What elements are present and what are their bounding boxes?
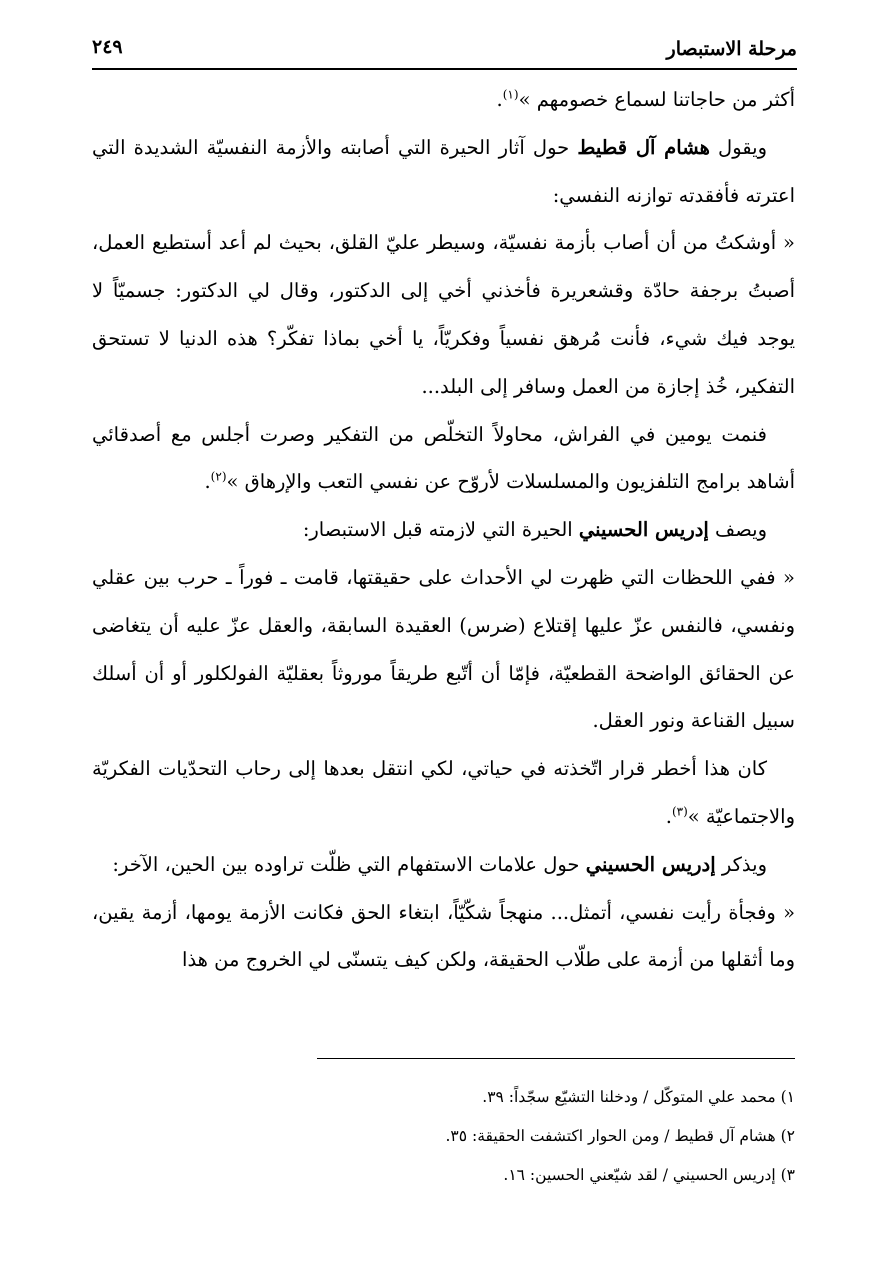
person-name: هشام آل قطيط xyxy=(577,135,710,159)
text-run: « أوشكتُ من أن أصاب بأزمة نفسيّة، وسيطر عليّ القلق، بحيث لم أعد أستطيع العمل، أصبتُ برجفة حادّة وقشعريرة فأخذني أخي إلى الدكتور، وقال لي الدكتور: جسميّاً لا يوجد فيك شيء، فأنت مُرهق نفسياً وفكريّاً، يا أخي بماذا تفكّر؟ هذه الدنيا لا تستحق التفكير، خُذ إجازة من العمل وسافر إلى البلد... xyxy=(92,231,795,398)
paragraph xyxy=(92,411,795,507)
footnote: ١) محمد علي المتوكّل / ودخلنا التشيّع سجّداً: ٣٩. xyxy=(482,1088,795,1106)
text-run: ويقول xyxy=(709,135,767,159)
paragraph xyxy=(92,506,795,554)
footnote-marker: (٣) xyxy=(671,804,688,819)
text-run: « وفجأة رأيت نفسي، أتمثل... منهجاً شكّيّاً، ابتغاء الحق فكانت الأزمة يومها، أزمة يقين، وما أثقلها من أزمة على طلّاب الحقيقة، ولكن كيف يتسنّى لي الخروج من هذا xyxy=(92,900,795,972)
footnote: ٣) إدريس الحسيني / لقد شيّعني الحسين: ١٦. xyxy=(503,1166,795,1184)
footnote-divider xyxy=(317,1058,795,1059)
paragraph xyxy=(92,76,795,124)
paragraph xyxy=(92,554,795,745)
text-run: كان هذا أخطر قرار اتّخذته في حياتي، لكي انتقل بعدها إلى رحاب التحدّيات الفكريّة والاجتماعيّة » xyxy=(92,757,795,828)
running-title: مرحلة الاستبصار xyxy=(666,38,797,60)
footnote-marker: (١) xyxy=(502,87,519,102)
paragraph xyxy=(92,124,795,220)
text-run: ويصف xyxy=(708,518,767,542)
footnote-marker: (٢) xyxy=(210,469,227,484)
page-number: ٢٤٩ xyxy=(92,36,123,58)
person-name: إدريس الحسيني xyxy=(585,852,716,876)
text-run: « ففي اللحظات التي ظهرت لي الأحداث على حقيقتها، قامت ـ فوراً ـ حرب بين عقلي ونفسي، فالنفس عزّ عليها إقتلاع (ضرس) العقيدة السابقة، والعقل عزّ عليه أن يتغاضى عن الحقائق الواضحة القطعيّة، فإمّا أن أتّبع طريقاً موروثاً بعقليّة الفولكلور أو أن أسلك سبيل القناعة ونور العقل. xyxy=(92,565,795,733)
text-run: . xyxy=(496,88,503,111)
body-text xyxy=(92,76,795,984)
paragraph xyxy=(92,219,795,410)
footnote: ٢) هشام آل قطيط / ومن الحوار اكتشفت الحقيقة: ٣٥. xyxy=(445,1127,795,1145)
running-header xyxy=(92,32,797,70)
person-name: إدريس الحسيني xyxy=(578,518,709,542)
text-run: حول علامات الاستفهام التي ظلّت تراوده بين الحين، الآخر: xyxy=(112,852,586,876)
text-run: أكثر من حاجاتنا لسماع خصومهم » xyxy=(518,88,795,111)
footnotes xyxy=(110,1078,795,1195)
text-run: حول آثار الحيرة التي أصابته والأزمة النفسيّة الشديدة التي اعترته فأفقدته توازنه النفسي: xyxy=(92,135,795,207)
paragraph xyxy=(92,841,795,889)
text-run: الحيرة التي لازمته قبل الاستبصار: xyxy=(302,518,579,542)
text-run: ويذكر xyxy=(715,852,767,876)
paragraph xyxy=(92,889,795,985)
text-run: . xyxy=(204,470,211,494)
text-run: . xyxy=(665,804,672,828)
text-run: فنمت يومين في الفراش، محاولاً التخلّص من التفكير وصرت أجلس مع أصدقائي أشاهد برامج التلفزيون والمسلسلات لأروّح عن نفسي التعب والإرهاق » xyxy=(92,422,795,494)
paragraph xyxy=(92,745,795,841)
